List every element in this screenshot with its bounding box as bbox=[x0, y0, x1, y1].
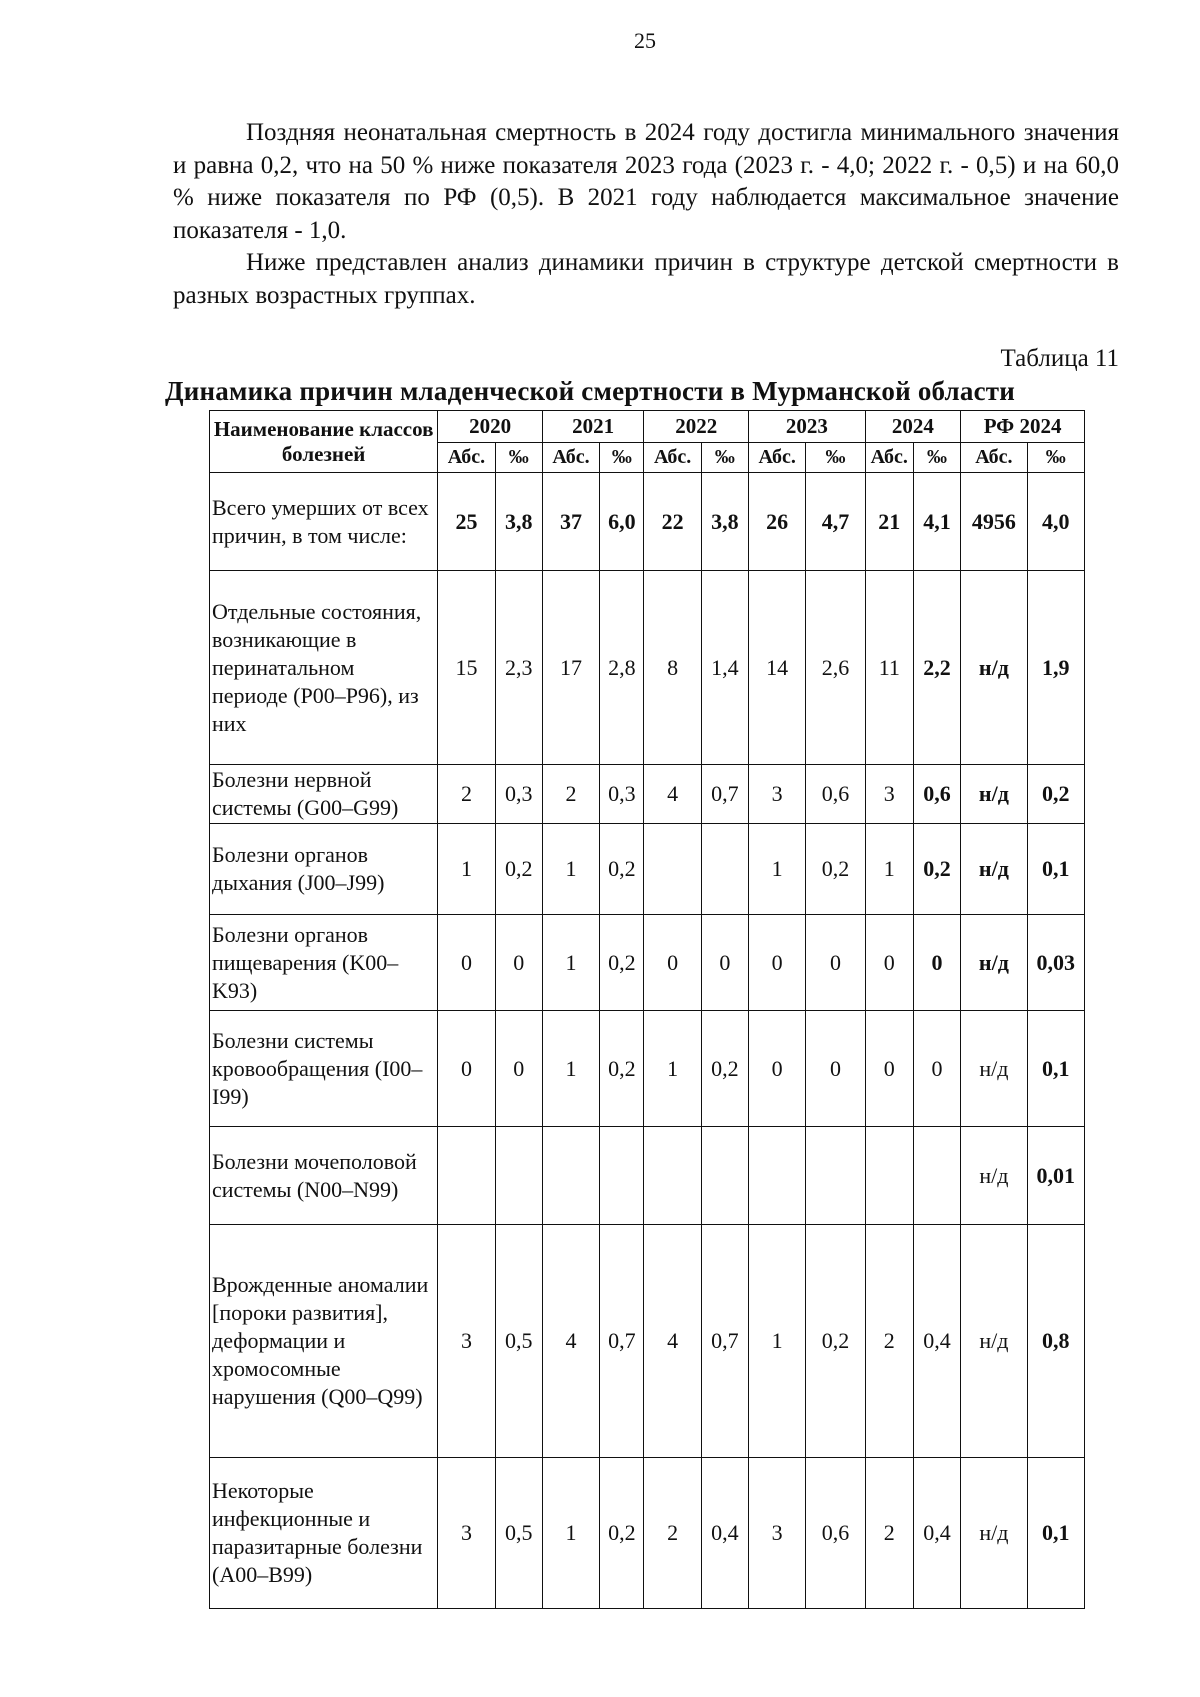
abs-value-cell: 2 bbox=[644, 1458, 701, 1609]
permille-value-cell: 0,4 bbox=[913, 1225, 960, 1458]
abs-value-cell: 1 bbox=[749, 1225, 806, 1458]
permille-value-cell: 0,3 bbox=[495, 765, 542, 824]
table-row bbox=[210, 824, 1085, 915]
abs-value-cell: 4956 bbox=[961, 473, 1027, 571]
header-permille: ‰ bbox=[600, 443, 644, 473]
disease-class-name: Врожденные аномалии [пороки развития], деформации и хромосомные нарушения (Q00–Q99) bbox=[210, 1225, 438, 1458]
header-abs: Абс. bbox=[749, 443, 806, 473]
abs-value-cell: 4 bbox=[644, 765, 701, 824]
abs-value-cell: 1 bbox=[542, 1011, 599, 1127]
permille-value-cell: 0 bbox=[806, 1011, 865, 1127]
abs-value-cell: 0 bbox=[438, 915, 495, 1011]
permille-value-cell: 0,01 bbox=[1027, 1127, 1084, 1225]
paragraph-late-neonatal: Поздняя неонатальная смертность в 2024 году достигла минимального значения и равна 0,2, что на 50 % ниже показателя 2023 года (2023 г. - 4,0; 2022 г. - 0,5) и на 60,0 % ниже показателя по РФ (0,5). В 2021 году наблюдается максимальное значение показателя - 1,0. bbox=[173, 119, 1119, 244]
abs-value-cell bbox=[749, 1127, 806, 1225]
permille-value-cell: 1,9 bbox=[1027, 571, 1084, 765]
table-title: Динамика причин младенческой смертности в Мурманской области bbox=[164, 376, 1015, 406]
permille-value-cell: 0,6 bbox=[913, 765, 960, 824]
table-row bbox=[210, 473, 1085, 571]
abs-value-cell: 0 bbox=[438, 1011, 495, 1127]
permille-value-cell: 0 bbox=[495, 915, 542, 1011]
header-year-2024: 2024 bbox=[865, 411, 961, 443]
permille-value-cell bbox=[495, 1127, 542, 1225]
header-permille: ‰ bbox=[495, 443, 542, 473]
abs-value-cell: 17 bbox=[542, 571, 599, 765]
abs-value-cell: 3 bbox=[438, 1458, 495, 1609]
disease-class-name: Всего умерших от всех причин, в том числе: bbox=[210, 473, 438, 571]
header-year-2023: 2023 bbox=[749, 411, 866, 443]
permille-value-cell: 0,1 bbox=[1027, 824, 1084, 915]
permille-value-cell: 0,3 bbox=[600, 765, 644, 824]
table-row bbox=[210, 1127, 1085, 1225]
header-rf-2024: РФ 2024 bbox=[961, 411, 1085, 443]
permille-value-cell: 0,6 bbox=[806, 1458, 865, 1609]
permille-value-cell bbox=[701, 824, 748, 915]
disease-class-name: Некоторые инфекционные и паразитарные болезни (A00–B99) bbox=[210, 1458, 438, 1609]
abs-value-cell: 2 bbox=[865, 1225, 913, 1458]
permille-value-cell: 0,2 bbox=[600, 1458, 644, 1609]
disease-class-name: Болезни органов дыхания (J00–J99) bbox=[210, 824, 438, 915]
abs-value-cell: н/д bbox=[961, 1225, 1027, 1458]
abs-value-cell: н/д bbox=[961, 824, 1027, 915]
permille-value-cell: 0,4 bbox=[701, 1458, 748, 1609]
header-abs: Абс. bbox=[438, 443, 495, 473]
abs-value-cell: 0 bbox=[749, 915, 806, 1011]
table-body bbox=[210, 473, 1085, 1609]
permille-value-cell: 0,2 bbox=[806, 1225, 865, 1458]
permille-value-cell: 0,2 bbox=[913, 824, 960, 915]
abs-value-cell: 0 bbox=[865, 915, 913, 1011]
abs-value-cell: н/д bbox=[961, 1127, 1027, 1225]
abs-value-cell: 0 bbox=[749, 1011, 806, 1127]
table-row bbox=[210, 765, 1085, 824]
permille-value-cell: 0 bbox=[701, 915, 748, 1011]
abs-value-cell bbox=[644, 1127, 701, 1225]
permille-value-cell: 4,0 bbox=[1027, 473, 1084, 571]
permille-value-cell: 0,4 bbox=[913, 1458, 960, 1609]
permille-value-cell: 4,1 bbox=[913, 473, 960, 571]
abs-value-cell: 26 bbox=[749, 473, 806, 571]
header-disease-class: Наименование классов болезней bbox=[210, 411, 438, 473]
permille-value-cell: 2,6 bbox=[806, 571, 865, 765]
abs-value-cell: 11 bbox=[865, 571, 913, 765]
disease-class-name: Отдельные состояния, возникающие в перинатальном периоде (P00–P96), из них bbox=[210, 571, 438, 765]
table-row bbox=[210, 1458, 1085, 1609]
permille-value-cell: 0 bbox=[806, 915, 865, 1011]
abs-value-cell: н/д bbox=[961, 1458, 1027, 1609]
permille-value-cell bbox=[600, 1127, 644, 1225]
abs-value-cell: 2 bbox=[438, 765, 495, 824]
abs-value-cell: 3 bbox=[749, 765, 806, 824]
header-permille: ‰ bbox=[806, 443, 865, 473]
permille-value-cell: 0,1 bbox=[1027, 1011, 1084, 1127]
permille-value-cell: 0,03 bbox=[1027, 915, 1084, 1011]
table-label: Таблица 11 bbox=[1000, 345, 1119, 372]
abs-value-cell: 1 bbox=[438, 824, 495, 915]
permille-value-cell: 0,8 bbox=[1027, 1225, 1084, 1458]
abs-value-cell: 2 bbox=[865, 1458, 913, 1609]
permille-value-cell: 0,2 bbox=[1027, 765, 1084, 824]
abs-value-cell bbox=[438, 1127, 495, 1225]
permille-value-cell: 3,8 bbox=[701, 473, 748, 571]
permille-value-cell: 0,5 bbox=[495, 1458, 542, 1609]
abs-value-cell: 21 bbox=[865, 473, 913, 571]
abs-value-cell: 0 bbox=[865, 1011, 913, 1127]
permille-value-cell: 0 bbox=[495, 1011, 542, 1127]
permille-value-cell: 0,7 bbox=[600, 1225, 644, 1458]
permille-value-cell: 3,8 bbox=[495, 473, 542, 571]
disease-class-name: Болезни мочеполовой системы (N00–N99) bbox=[210, 1127, 438, 1225]
header-year-2022: 2022 bbox=[644, 411, 749, 443]
abs-value-cell: 37 bbox=[542, 473, 599, 571]
abs-value-cell: 15 bbox=[438, 571, 495, 765]
abs-value-cell: н/д bbox=[961, 915, 1027, 1011]
page-number: 25 bbox=[634, 28, 656, 53]
abs-value-cell: 22 bbox=[644, 473, 701, 571]
header-abs: Абс. bbox=[542, 443, 599, 473]
header-abs: Абс. bbox=[644, 443, 701, 473]
abs-value-cell: 1 bbox=[542, 824, 599, 915]
table-row bbox=[210, 1225, 1085, 1458]
permille-value-cell: 0,7 bbox=[701, 765, 748, 824]
permille-value-cell: 0,2 bbox=[600, 1011, 644, 1127]
header-abs: Абс. bbox=[865, 443, 913, 473]
abs-value-cell: 25 bbox=[438, 473, 495, 571]
abs-value-cell: 4 bbox=[644, 1225, 701, 1458]
permille-value-cell: 0,1 bbox=[1027, 1458, 1084, 1609]
permille-value-cell: 0 bbox=[913, 1011, 960, 1127]
abs-value-cell: 14 bbox=[749, 571, 806, 765]
abs-value-cell bbox=[865, 1127, 913, 1225]
permille-value-cell: 0 bbox=[913, 915, 960, 1011]
abs-value-cell: н/д bbox=[961, 765, 1027, 824]
abs-value-cell: 2 bbox=[542, 765, 599, 824]
header-permille: ‰ bbox=[1027, 443, 1084, 473]
disease-class-name: Болезни органов пищеварения (K00–K93) bbox=[210, 915, 438, 1011]
permille-value-cell: 0,2 bbox=[600, 915, 644, 1011]
permille-value-cell: 0,6 bbox=[806, 765, 865, 824]
abs-value-cell: 3 bbox=[749, 1458, 806, 1609]
paragraph-analysis-intro: Ниже представлен анализ динамики причин в структуре детской смертности в разных возрастных группах. bbox=[173, 249, 1119, 309]
abs-value-cell: 1 bbox=[542, 915, 599, 1011]
header-permille: ‰ bbox=[913, 443, 960, 473]
abs-value-cell: 1 bbox=[865, 824, 913, 915]
permille-value-cell bbox=[701, 1127, 748, 1225]
disease-class-name: Болезни системы кровообращения (I00–I99) bbox=[210, 1011, 438, 1127]
permille-value-cell: 0,2 bbox=[701, 1011, 748, 1127]
permille-value-cell: 6,0 bbox=[600, 473, 644, 571]
permille-value-cell: 4,7 bbox=[806, 473, 865, 571]
abs-value-cell: 1 bbox=[749, 824, 806, 915]
abs-value-cell: н/д bbox=[961, 1011, 1027, 1127]
table-row bbox=[210, 1011, 1085, 1127]
permille-value-cell: 1,4 bbox=[701, 571, 748, 765]
abs-value-cell: 0 bbox=[644, 915, 701, 1011]
permille-value-cell: 2,3 bbox=[495, 571, 542, 765]
table-row bbox=[210, 915, 1085, 1011]
abs-value-cell: 1 bbox=[542, 1458, 599, 1609]
abs-value-cell: 3 bbox=[438, 1225, 495, 1458]
abs-value-cell: 8 bbox=[644, 571, 701, 765]
permille-value-cell bbox=[806, 1127, 865, 1225]
permille-value-cell: 0,7 bbox=[701, 1225, 748, 1458]
abs-value-cell bbox=[542, 1127, 599, 1225]
header-permille: ‰ bbox=[701, 443, 748, 473]
permille-value-cell bbox=[913, 1127, 960, 1225]
permille-value-cell: 2,8 bbox=[600, 571, 644, 765]
abs-value-cell: н/д bbox=[961, 571, 1027, 765]
permille-value-cell: 0,2 bbox=[600, 824, 644, 915]
disease-class-name: Болезни нервной системы (G00–G99) bbox=[210, 765, 438, 824]
permille-value-cell: 2,2 bbox=[913, 571, 960, 765]
permille-value-cell: 0,2 bbox=[495, 824, 542, 915]
table-row bbox=[210, 571, 1085, 765]
permille-value-cell: 0,5 bbox=[495, 1225, 542, 1458]
header-year-2020: 2020 bbox=[438, 411, 543, 443]
abs-value-cell bbox=[644, 824, 701, 915]
mortality-table bbox=[209, 410, 1085, 1609]
header-year-2021: 2021 bbox=[542, 411, 644, 443]
permille-value-cell: 0,2 bbox=[806, 824, 865, 915]
abs-value-cell: 3 bbox=[865, 765, 913, 824]
abs-value-cell: 4 bbox=[542, 1225, 599, 1458]
abs-value-cell: 1 bbox=[644, 1011, 701, 1127]
header-abs: Абс. bbox=[961, 443, 1027, 473]
